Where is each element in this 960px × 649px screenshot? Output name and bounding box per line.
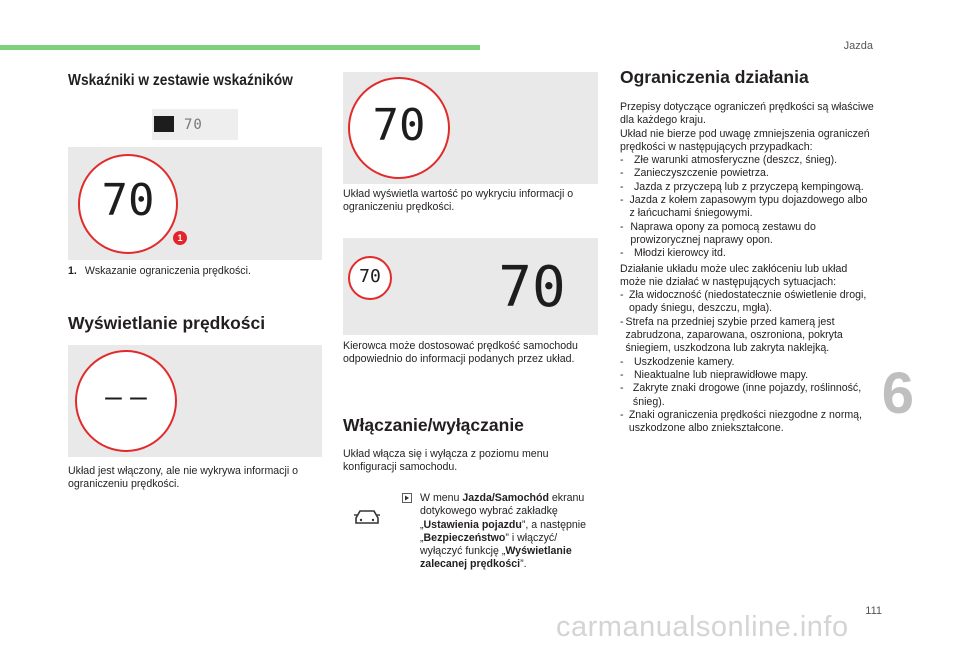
speed-limit-value: 70: [101, 175, 155, 226]
limitations-list-1: [620, 154, 875, 260]
menu-text-4: ” i włączyć/ wyłączyć funkcję „: [420, 531, 558, 558]
menu-text-3: ”, a następnie „: [420, 518, 587, 544]
menu-instruction: [420, 492, 600, 572]
section-color-bar: [0, 45, 480, 50]
speed-display-title: Wyświetlanie prędkości: [68, 313, 266, 333]
menu-text-bold-2: Ustawienia pojazdu: [423, 518, 522, 531]
cluster-display-value: 70: [184, 117, 203, 133]
large-speed-value: 70: [498, 255, 566, 320]
list-item: - Nieaktualne lub nieprawidłowe mapy.: [620, 368, 809, 381]
list-item: - Jazda z przyczepą lub z przyczepą kempingową.: [620, 180, 864, 193]
list-item: - Uszkodzenie kamery.: [620, 355, 735, 368]
menu-text-bold-1: Jazda/Samochód: [462, 492, 549, 504]
cluster-display-block: [154, 116, 174, 132]
limitations-list-2: [620, 289, 875, 435]
list-item: - Znaki ograniczenia prędkości niezgodne z normą, uszkodzone albo zniekształcone.: [620, 408, 863, 435]
limitations-title: Ograniczenia działania: [620, 67, 809, 87]
watermark: carmanualsonline.info: [556, 611, 849, 643]
limitations-intro-2: Układ nie bierze pod uwagę zmniejszenia ograniczeń prędkości w następujących przypadkach:: [620, 127, 870, 153]
chapter-number: 6: [881, 361, 914, 426]
adjust-speed-text: Kierowca może dostosować prędkość samochodu odpowiednio do informacji podanych przez układ.: [343, 340, 578, 366]
menu-text-bold-3: Bezpieczeństwo: [423, 531, 506, 544]
menu-text-1: W menu: [420, 492, 463, 504]
list-item: - Naprawa opony za pomocą zestawu do prowizorycznej naprawy opon.: [620, 220, 816, 246]
cluster-indicators-title: Wskaźniki w zestawie wskaźników: [68, 72, 293, 89]
limitations-intro-3: Działanie układu może ulec zakłóceniu lub układ może nie działać w następujących sytuacjach:: [620, 262, 848, 288]
page-number: 111: [865, 605, 882, 617]
callout-1: 1: [173, 231, 187, 245]
speed-display-text: Układ jest włączony, ale nie wykrywa informacji o ograniczeniu prędkości.: [68, 465, 299, 491]
list-item: - Złe warunki atmosferyczne (deszcz, śnieg).: [620, 154, 838, 167]
small-speed-value: 70: [359, 266, 381, 287]
list-item: - Zanieczyszczenie powietrza.: [620, 167, 769, 180]
list-item: - Jazda z kołem zapasowym typu dojazdowego albo z łańcuchami śniegowymi.: [620, 194, 868, 220]
empty-speed-value: – –: [105, 380, 147, 413]
toggle-title: Włączanie/wyłączanie: [343, 415, 524, 435]
detected-speed-text: Układ wyświetla wartość po wykryciu informacji o ograniczeniu prędkości.: [343, 188, 574, 214]
list-item: - Zła widoczność (niedostatecznie oświetlenie drogi, opady śniegu, deszczu, mgła).: [620, 289, 867, 315]
menu-text-5: ”.: [520, 558, 527, 571]
list-item: - Zakryte znaki drogowe (inne pojazdy, roślinność, śnieg).: [620, 382, 862, 408]
menu-text-bold-4: Wyświetlanie zalecanej prędkości: [420, 545, 572, 571]
caption-text: Wskazanie ograniczenia prędkości.: [84, 265, 251, 277]
detected-speed-value: 70: [372, 100, 426, 151]
arrow-right-icon: [402, 493, 412, 503]
toggle-text: Układ włącza się i wyłącza z poziomu menu konfiguracji samochodu.: [343, 448, 549, 474]
list-item: - Młodzi kierowcy itd.: [620, 247, 726, 260]
list-item: - Strefa na przedniej szybie przed kamerą jest zabrudzona, zaparowana, oszroniona, pokryta śniegiem, uszkodzona lub zakryta naklejką.: [620, 315, 843, 355]
limitations-intro: Przepisy dotyczące ograniczeń prędkości są właściwe dla każdego kraju.: [620, 101, 874, 127]
caption-number: 1.: [68, 265, 77, 277]
section-name: Jazda: [843, 40, 873, 52]
limitations-body: [620, 101, 875, 435]
caption-1: [68, 265, 251, 278]
car-icon: [352, 505, 382, 527]
menu-text-2: ekranu dotykowego wybrać zakładkę „: [420, 492, 585, 531]
